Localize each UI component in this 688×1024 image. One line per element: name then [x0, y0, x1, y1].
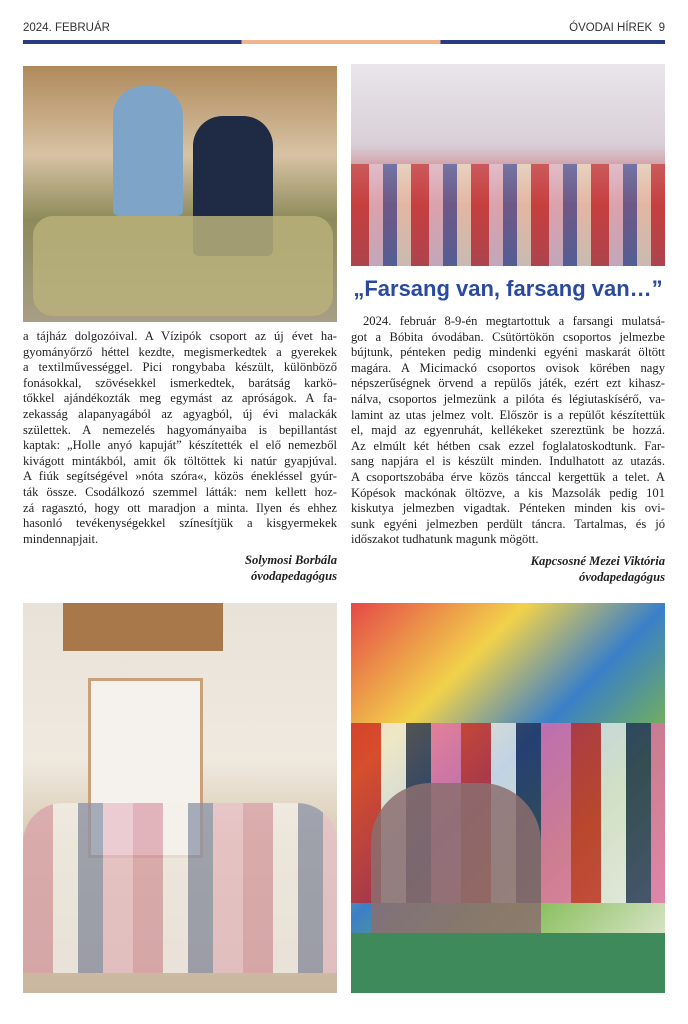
photo-costumed-children [351, 603, 665, 993]
page-number: 9 [658, 22, 665, 34]
photo-classroom-children [23, 603, 337, 993]
text-line: születtek. A nemezelés hagyományaiba is bepillantást [23, 422, 337, 437]
publication-name: ÓVODAI HÍREK [569, 22, 653, 34]
signature-role: óvodapedagógus [250, 568, 337, 583]
text-line: sang napjára el is készült minden. Indulhatott az utazás. [351, 454, 665, 469]
text-line: ták össze. Csodálkozó szemmel látták: nem kellett hoz- [23, 484, 337, 499]
article-title: „Farsang van, farsang van…” [353, 276, 663, 301]
text-line: bújtunk, pénteken pedig mindenki egyéni maskarát öltött [351, 345, 665, 360]
text-line: gyományőrző héttel kezdte, megismerkedtek a gyerekek [23, 344, 337, 359]
photo-boys-felting [23, 66, 337, 322]
text-line: mindennapjait. [23, 531, 99, 546]
header-rule [23, 40, 665, 44]
text-line: kivágott mintákból, amit ők töltöttek ki natúr gyapjúval. [23, 453, 337, 468]
text-line: 2024. február 8-9-én megtartottuk a farsangi mulatsá- [363, 314, 665, 328]
text-line: Az elmúlt két hétben csak ezzel foglalatoskodtunk. Far- [351, 438, 665, 453]
text-line: hasonló tevékenységekkel színesítjük a kisgyermekek [23, 516, 337, 531]
text-line: lamint az utas jelmez volt. Először is a repülőt készítettük [351, 407, 665, 422]
running-header [569, 22, 665, 34]
text-line: kiskutya jelmezben vigadtak. Pénteken minden kis ovi- [351, 501, 665, 516]
text-line: Kópésok mackónak öltözve, a kis Mazsolák pedig 101 [351, 485, 665, 500]
text-line: a tájház dolgozóival. A Vízipók csoport az új évet ha- [23, 329, 337, 343]
text-line: magára. A Micimackó csoportos ovisok körében nagy [351, 360, 665, 375]
text-line: el, majd az egyenruhát, kellékeket szereztünk be hozzá. [351, 423, 665, 438]
signature-author: Solymosi Borbála [244, 553, 337, 568]
text-line: időszakot tudhatunk magunk mögött. [351, 532, 539, 547]
text-line: got a Bóbita óvodában. Csütörtökön csoportos jelmezbe [351, 329, 665, 344]
text-line: sunk egyéni jelmezben perdült táncra. Tartalmas, és jó [351, 516, 665, 531]
text-line: népszerűségnek örvend a repülős játék, ezért ezt kihasz- [351, 376, 665, 391]
text-line: tőkkel ajándékozták meg egymást az apróságok. A fa- [23, 391, 337, 406]
text-line: fonásokkal, szövésekkel ismerkedtek, barátság karkö- [23, 375, 337, 390]
issue-date: 2024. FEBRUÁR [23, 22, 110, 34]
right-article-body [351, 314, 665, 585]
text-line: zekasság alapanyagából az agyagból, új évi malackák [23, 406, 337, 421]
signature-role: óvodapedagógus [578, 569, 665, 584]
photo-farsang-group [351, 64, 665, 266]
text-line: zá ragasztó, hogy ott maradjon a minta. Ilyen és ehhez [23, 500, 337, 515]
text-line: A csoportszobába érve közös tánccal kergettük a telet. A [351, 469, 665, 484]
signature-author: Kapcsosné Mezei Viktória [530, 553, 665, 568]
text-line: a textilművességgel. Pici rongybaba készült, különböző [23, 360, 337, 375]
left-article-body [23, 329, 337, 585]
text-line: kaptak: „Holle anyó kapuját” készítették el elő nemezből [23, 438, 337, 453]
text-line: A fiúk segítségével »nóta szóra«, közös énekléssel gyúr- [23, 469, 337, 484]
text-line: nálva, csoportos jelmezünk a pilóta és légiutaskísérő, va- [351, 391, 665, 406]
